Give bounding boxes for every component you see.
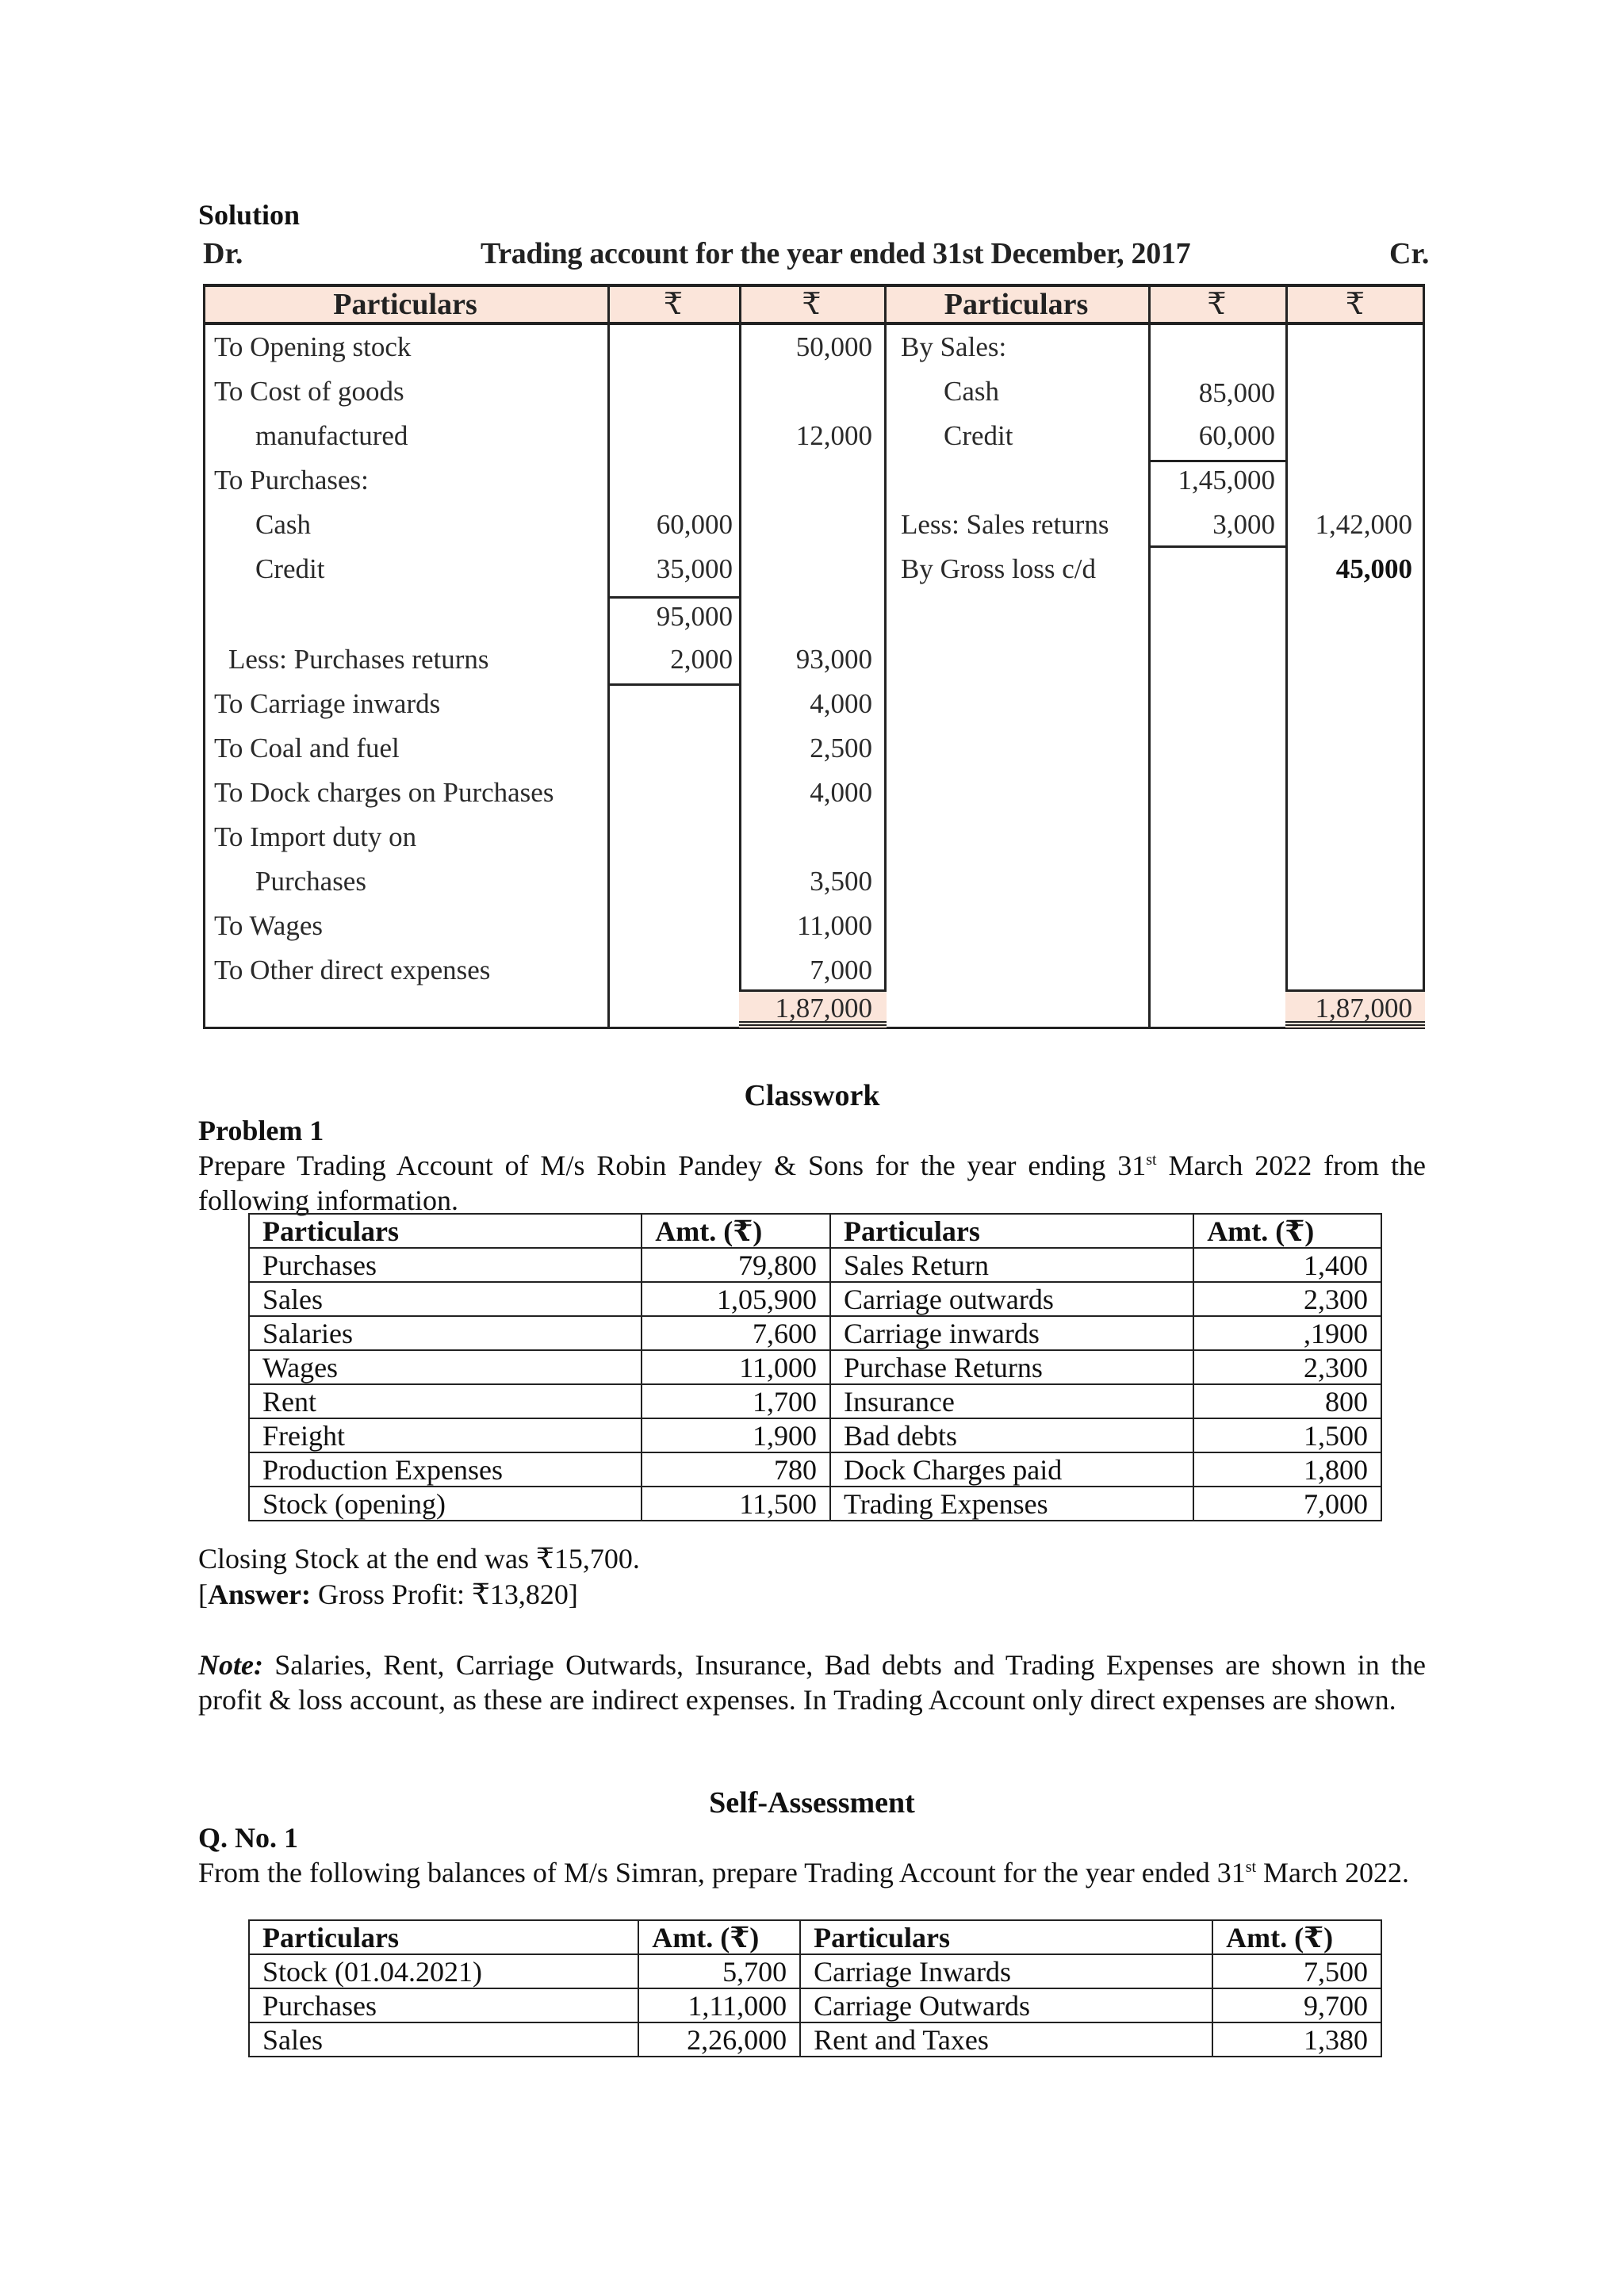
debit-row-amount: 4,000	[810, 777, 872, 808]
header-rupee-outer-cr: ₹	[1345, 288, 1365, 321]
rule	[203, 284, 205, 1029]
cell: 1,500	[1193, 1418, 1381, 1452]
classwork-table	[248, 1213, 1382, 1521]
cell: Freight	[249, 1418, 642, 1452]
cell: 11,500	[642, 1487, 830, 1521]
double-underline	[739, 1021, 887, 1026]
debit-row-label: To Wages	[214, 910, 323, 941]
debit-row-label: manufactured	[255, 420, 408, 451]
classwork-heading: Classwork	[744, 1079, 880, 1112]
table-row	[249, 1954, 1381, 1988]
cell: Insurance	[830, 1384, 1193, 1418]
rule	[1423, 284, 1425, 1029]
question-text: March 2022.	[1256, 1857, 1410, 1888]
credit-label: Cr.	[1389, 237, 1430, 270]
debit-row-amount: 12,000	[795, 420, 872, 451]
answer-label: Answer:	[208, 1578, 311, 1610]
cell: 1,700	[642, 1384, 830, 1418]
cell: Carriage Outwards	[800, 1988, 1212, 2022]
cell: Salaries	[249, 1316, 642, 1350]
debit-row-label: Less: Purchases returns	[228, 644, 489, 675]
rule	[884, 284, 887, 1029]
header-particulars-cr: Particulars	[944, 288, 1089, 321]
cell: 11,000	[642, 1350, 830, 1384]
ordinal-suffix: st	[1245, 1858, 1257, 1876]
debit-row-label: To Import duty on	[214, 821, 417, 852]
cell: Sales	[249, 2022, 638, 2057]
answer-text: Gross Profit: ₹13,820]	[310, 1578, 578, 1610]
table-row	[249, 2022, 1381, 2057]
col-header: Amt. (₹)	[1193, 1214, 1381, 1248]
trading-account-table	[203, 284, 1425, 1029]
table-row	[249, 1384, 1381, 1418]
cell: Production Expenses	[249, 1452, 642, 1487]
note-text: Salaries, Rent, Carriage Outwards, Insurance, Bad debts and Trading Expenses are shown in the profit & loss account, as these are indirect expenses. In Trading Account only direct expenses are shown.	[198, 1649, 1426, 1716]
table-row	[249, 1988, 1381, 2022]
cell: 1,05,900	[642, 1282, 830, 1316]
col-header: Particulars	[830, 1214, 1193, 1248]
col-header: Amt. (₹)	[642, 1214, 830, 1248]
debit-row-inner-amount: 95,000	[656, 601, 733, 632]
self-assessment-table	[248, 1919, 1382, 2057]
debit-row-label: Credit	[255, 553, 325, 584]
credit-row-amount: 1,42,000	[1315, 509, 1412, 540]
col-header: Amt. (₹)	[638, 1920, 800, 1954]
problem-statement	[198, 1148, 1426, 1218]
table-row	[249, 1282, 1381, 1316]
debit-row-amount: 93,000	[795, 644, 872, 675]
col-header: Particulars	[249, 1214, 642, 1248]
question-statement	[198, 1855, 1426, 1890]
col-header: Amt. (₹)	[1212, 1920, 1381, 1954]
header-rupee-outer-dr: ₹	[802, 288, 822, 321]
debit-row-label: To Opening stock	[214, 331, 412, 362]
debit-row-label: Purchases	[255, 866, 366, 897]
question-text: From the following balances of M/s Simran, prepare Trading Account for the year ended 31	[198, 1857, 1246, 1888]
cell: 79,800	[642, 1248, 830, 1282]
debit-row-inner-amount: 60,000	[656, 509, 733, 540]
debit-row-amount: 11,000	[797, 910, 872, 941]
header-rupee-inner-dr: ₹	[663, 288, 684, 321]
cell: Wages	[249, 1350, 642, 1384]
debit-row-amount: 2,500	[810, 733, 872, 763]
table-row	[249, 1316, 1381, 1350]
col-header: Particulars	[800, 1920, 1212, 1954]
debit-row-label: To Purchases:	[214, 465, 369, 496]
debit-row-inner-amount: 35,000	[656, 553, 733, 584]
debit-row-amount: 7,000	[810, 955, 872, 985]
problem-text: Prepare Trading Account of M/s Robin Pandey & Sons for the year ending 31	[198, 1150, 1147, 1181]
debit-row-label: Cash	[255, 509, 311, 540]
cell: Trading Expenses	[830, 1487, 1193, 1521]
rule	[1285, 284, 1288, 1029]
cell: 2,26,000	[638, 2022, 800, 2057]
credit-row-label: By Sales:	[901, 331, 1007, 362]
credit-row-label: Credit	[944, 420, 1013, 451]
cell: Stock (opening)	[249, 1487, 642, 1521]
credit-row-label: Less: Sales returns	[901, 509, 1109, 540]
subtotal-rule	[607, 683, 739, 686]
question-title: Q. No. 1	[198, 1822, 298, 1854]
problem-text: March 2022 from the following information.	[198, 1150, 1426, 1216]
credit-total: 1,87,000	[1315, 993, 1412, 1024]
gross-loss-amount: 45,000	[1335, 553, 1412, 584]
table-row	[249, 1350, 1381, 1384]
double-underline	[1285, 1021, 1425, 1026]
cell: Sales Return	[830, 1248, 1193, 1282]
cell: Purchases	[249, 1248, 642, 1282]
cell: Purchases	[249, 1988, 638, 2022]
cell: 9,700	[1212, 1988, 1381, 2022]
table-header-row	[249, 1214, 1381, 1248]
cell: 1,11,000	[638, 1988, 800, 2022]
credit-row-inner-amount: 3,000	[1212, 509, 1275, 540]
cell: 1,800	[1193, 1452, 1381, 1487]
cell: Carriage Inwards	[800, 1954, 1212, 1988]
credit-row-inner-amount: 1,45,000	[1178, 465, 1275, 496]
debit-label: Dr.	[203, 237, 243, 270]
debit-row-label: To Other direct expenses	[214, 955, 491, 985]
table-header-row	[249, 1920, 1381, 1954]
closing-stock-text: Closing Stock at the end was ₹15,700.	[198, 1543, 640, 1575]
cell: Stock (01.04.2021)	[249, 1954, 638, 1988]
cell: Purchase Returns	[830, 1350, 1193, 1384]
cell: Sales	[249, 1282, 642, 1316]
debit-row-inner-amount: 2,000	[670, 644, 733, 675]
table-row	[249, 1452, 1381, 1487]
cell: Carriage inwards	[830, 1316, 1193, 1350]
debit-row-label: To Carriage inwards	[214, 688, 441, 719]
debit-row-label: To Coal and fuel	[214, 733, 400, 763]
debit-row-amount: 3,500	[810, 866, 872, 897]
solution-heading: Solution	[198, 199, 301, 231]
cell: 1,900	[642, 1418, 830, 1452]
cell: ,1900	[1193, 1316, 1381, 1350]
debit-row-label: To Cost of goods	[214, 376, 404, 407]
note-paragraph	[198, 1647, 1426, 1717]
cell: 5,700	[638, 1954, 800, 1988]
header-particulars-dr: Particulars	[333, 288, 477, 321]
table-row	[249, 1487, 1381, 1521]
cell: Carriage outwards	[830, 1282, 1193, 1316]
debit-row-amount: 50,000	[795, 331, 872, 362]
note-label: Note:	[198, 1649, 263, 1681]
debit-row-label: To Dock charges on Purchases	[214, 777, 554, 808]
header-rupee-inner-cr: ₹	[1207, 288, 1227, 321]
cell: 1,400	[1193, 1248, 1381, 1282]
credit-row-label: By Gross loss c/d	[901, 553, 1096, 584]
self-assessment-heading: Self-Assessment	[709, 1786, 915, 1820]
cell: Rent and Taxes	[800, 2022, 1212, 2057]
cell: Dock Charges paid	[830, 1452, 1193, 1487]
table-row	[249, 1248, 1381, 1282]
problem-title: Problem 1	[198, 1115, 324, 1146]
ordinal-suffix: st	[1146, 1151, 1157, 1169]
bracket: [	[198, 1578, 208, 1610]
credit-row-inner-amount: 60,000	[1198, 420, 1275, 451]
cell: Rent	[249, 1384, 642, 1418]
cell: 1,380	[1212, 2022, 1381, 2057]
table-row	[249, 1418, 1381, 1452]
trading-account-title: Trading account for the year ended 31st December, 2017	[481, 237, 1191, 270]
col-header: Particulars	[249, 1920, 638, 1954]
credit-row-label: Cash	[944, 376, 999, 407]
cell: 800	[1193, 1384, 1381, 1418]
cell: 2,300	[1193, 1350, 1381, 1384]
cell: 7,600	[642, 1316, 830, 1350]
cell: 7,500	[1212, 1954, 1381, 1988]
answer-line	[198, 1578, 578, 1611]
cell: Bad debts	[830, 1418, 1193, 1452]
debit-total: 1,87,000	[775, 993, 872, 1024]
cell: 2,300	[1193, 1282, 1381, 1316]
cell: 780	[642, 1452, 830, 1487]
credit-row-inner-amount: 85,000	[1198, 377, 1275, 408]
cell: 7,000	[1193, 1487, 1381, 1521]
debit-row-amount: 4,000	[810, 688, 872, 719]
